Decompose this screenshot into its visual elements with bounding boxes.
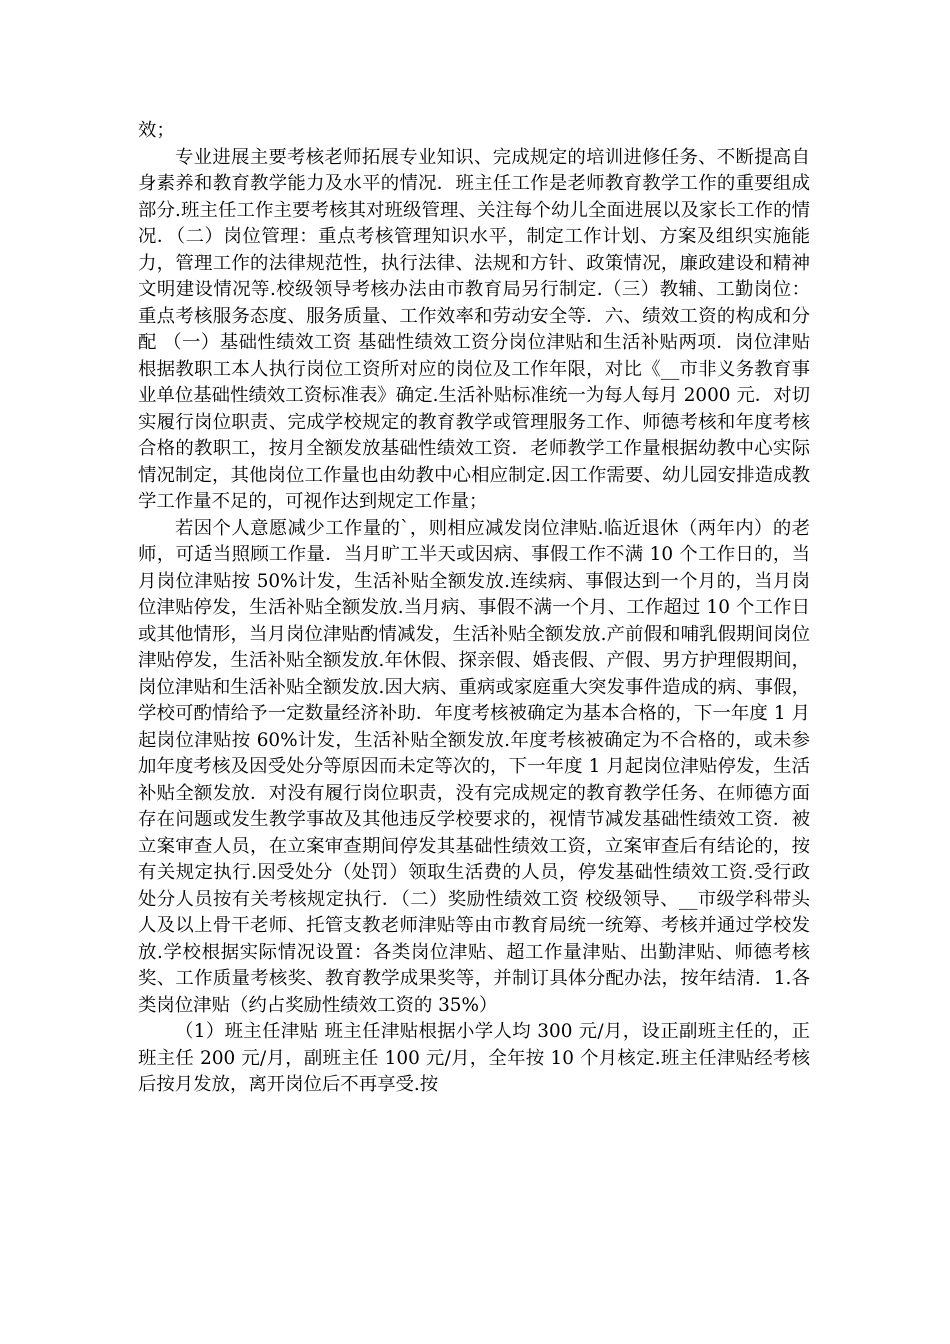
paragraph-4: （1）班主任津贴 班主任津贴根据小学人均 300 元/月，设正副班主任的，正班主任 200 元/月，副班主任 100 元/月，全年按 10 个月核定.班主任津贴经考核后按月发放，离开岗位后不再享受.按 xyxy=(138,1021,810,1095)
paragraph-1: 效； xyxy=(138,120,175,141)
document-page xyxy=(138,118,810,1099)
paragraph-2: 专业进展主要考核老师拓展专业知识、完成规定的培训进修任务、不断提高自身素养和教育教学能力及水平的情况．班主任工作是老师教育教学工作的重要组成部分.班主任工作主要考核其对班级管理、关注每个幼儿全面进展以及家长工作的情况．（二）岗位管理：重点考核管理知识水平，制定工作计划、方案及组织实施能力，管理工作的法律规范性，执行法律、法规和方针、政策情况，廉政建设和精神文明建设情况等.校级领导考核办法由市教育局另行制定.（三）教辅、工勤岗位：重点考核服务态度、服务质量、工作效率和劳动安全等．六、绩效工资的构成和分配 （一）基础性绩效工资 基础性绩效工资分岗位津贴和生活补贴两项．岗位津贴根据教职工本人执行岗位工资所对应的岗位及工作年限，对比《__市非义务教育事业单位基础性绩效工资标准表》确定.生活补贴标准统一为每人每月 2000 元．对切实履行岗位职责、完成学校规定的教育教学或管理服务工作、师德考核和年度考核合格的教职工，按月全额发放基础性绩效工资．老师教学工作量根据幼教中心实际情况制定，其他岗位工作量也由幼教中心相应制定.因工作需要、幼儿园安排造成教学工作量不足的，可视作达到规定工作量； xyxy=(138,146,810,512)
paragraph-3: 若因个人意愿减少工作量的`，则相应减发岗位津贴.临近退休（两年内）的老师，可适当照顾工作量．当月旷工半天或因病、事假工作不满 10 个工作日的，当月岗位津贴按 50%计发，生活补贴全额发放.连续病、事假达到一个月的，当月岗位津贴停发，生活补贴全额发放.当月病、事假不满一个月、工作超过 10 个工作日或其他情形，当月岗位津贴酌情减发，生活补贴全额发放.产前假和哺乳假期间岗位津贴停发，生活补贴全额发放.年休假、探亲假、婚丧假、产假、男方护理假期间，岗位津贴和生活补贴全额发放.因大病、重病或家庭重大突发事件造成的病、事假，学校可酌情给予一定数量经济补助．年度考核被确定为基本合格的，下一年度 1 月起岗位津贴按 60%计发，生活补贴全额发放.年度考核被确定为不合格的，或未参加年度考核及因受处分等原因而未定等次的，下一年度 1 月起岗位津贴停发，生活补贴全额发放．对没有履行岗位职责，没有完成规定的教育教学任务、在师德方面存在问题或发生教学事故及其他违反学校要求的，视情节减发基础性绩效工资．被立案审查人员，在立案审查期间停发其基础性绩效工资，立案审查后有结论的，按有关规定执行.因受处分（处罚）领取生活费的人员，停发基础性绩效工资.受行政处分人员按有关考核规定执行．（二）奖励性绩效工资 校级领导、__市级学科带头人及以上骨干老师、托管支教老师津贴等由市教育局统一统筹、考核并通过学校发放.学校根据实际情况设置：各类岗位津贴、超工作量津贴、出勤津贴、师德考核奖、工作质量考核奖、教育教学成果奖等，并制订具体分配办法，按年结清．1.各类岗位津贴（约占奖励性绩效工资的 35%） xyxy=(138,517,810,1016)
